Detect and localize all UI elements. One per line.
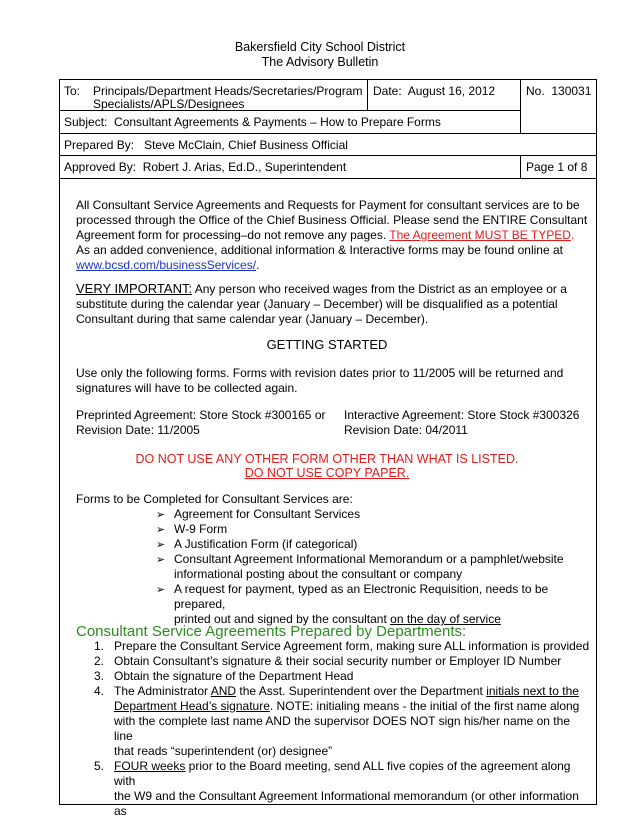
getting-started-heading: GETTING STARTED (266, 337, 388, 352)
list-item (94, 669, 590, 684)
getting-started-line: signatures will have to be collected again. (76, 381, 298, 395)
important-text: Any person who received wages from the District as an employee or a (192, 282, 567, 296)
step-text: the W9 and the Consultant Agreement Informational memorandum (or other information as (114, 789, 579, 818)
divider (59, 133, 596, 134)
step-emphasis: Department Head’s signature (114, 699, 270, 713)
important-line (76, 281, 567, 297)
step-text: with the complete last name AND the supervisor DOES NOT sign his/her name on the line (114, 714, 570, 743)
number-label: No. (526, 84, 545, 98)
date-value: August 16, 2012 (407, 84, 496, 98)
intro-line: processed through the Office of the Chief Business Official. Please send the ENTIRE Consultant (76, 213, 588, 227)
subject-label: Subject: (64, 115, 108, 129)
step-number: 1. (94, 639, 105, 653)
important-line: substitute during the calendar year (January – December) will be disqualified as a potential (76, 297, 558, 311)
approved-by-line (64, 160, 346, 174)
important-line: Consultant during that same calendar year (January – December). (76, 312, 429, 326)
bulletin-number (526, 84, 591, 98)
step-text: . NOTE: initialing means - the initial of the first name along (269, 699, 580, 713)
interactive-revision: Revision Date: 04/2011 (344, 423, 468, 437)
form-item: Agreement for Consultant Services (174, 507, 361, 521)
section-heading: Consultant Service Agreements Prepared by Departments: (76, 623, 467, 640)
link-period: . (256, 258, 260, 272)
district-name: Bakersfield City School District (234, 40, 406, 54)
forms-intro: Forms to be Completed for Consultant Services are: (76, 492, 353, 506)
step-emphasis: initials next to the (486, 684, 579, 698)
bulletin-title: The Advisory Bulletin (261, 55, 379, 69)
prepared-label: Prepared By: (64, 138, 135, 152)
list-item (156, 582, 586, 627)
list-item (94, 639, 590, 654)
approved-value: Robert J. Arias, Ed.D., Superintendent (142, 160, 347, 174)
to-label: To: (64, 84, 81, 98)
step-number: 2. (94, 654, 105, 668)
step-number: 5. (94, 759, 105, 773)
getting-started-paragraph (76, 366, 563, 396)
interactive-agreement: Interactive Agreement: Store Stock #300326 (344, 408, 580, 422)
important-paragraph (76, 281, 567, 327)
to-recipients-line2: Specialists/APLS/Designees (93, 97, 245, 111)
intro-line: As an added convenience, additional information & Interactive forms may be found online at (76, 243, 563, 257)
step-number: 3. (94, 669, 105, 683)
typed-requirement: The Agreement MUST BE TYPED (389, 228, 571, 242)
divider (520, 79, 521, 133)
form-item: Consultant Agreement Informational Memorandum or a pamphlet/website (174, 552, 564, 566)
divider (367, 79, 368, 110)
step-text: Obtain Consultant’s signature & their social security number or Employer ID Number (114, 654, 562, 668)
step-emphasis: FOUR weeks (114, 759, 186, 773)
subject-value: Consultant Agreements & Payments – How to Prepare Forms (114, 115, 441, 129)
form-item-cont: printed out and signed by the consultant (174, 612, 391, 626)
step-text: Obtain the signature of the Department Head (114, 669, 354, 683)
list-item (94, 759, 590, 819)
divider (520, 155, 521, 178)
list-item (94, 684, 590, 759)
warning-line2: DO NOT USE COPY PAPER. (244, 466, 410, 480)
step-text: that reads “superintendent (or) designee” (114, 744, 333, 758)
list-item (94, 654, 590, 669)
list-item (156, 522, 586, 537)
number-value: 130031 (551, 84, 592, 98)
business-services-link[interactable]: www.bcsd.com/businessServices/ (76, 258, 257, 272)
typed-period: . (570, 228, 575, 242)
step-emphasis: AND (210, 684, 237, 698)
prepared-value: Steve McClain, Chief Business Official (144, 138, 348, 152)
prepared-by-line (64, 138, 348, 152)
form-item: A Justification Form (if categorical) (174, 537, 358, 551)
subject-line (64, 115, 441, 129)
to-recipients-line1: Principals/Department Heads/Secretaries/Program (93, 84, 363, 98)
getting-started-line: Use only the following forms. Forms with revision dates prior to 11/2005 will be returned and (76, 366, 564, 380)
list-item (156, 552, 586, 582)
preprinted-agreement: Preprinted Agreement: Store Stock #300165 or (76, 408, 326, 422)
preprinted-revision: Revision Date: 11/2005 (76, 423, 200, 437)
approved-label: Approved By: (64, 160, 137, 174)
form-item-cont: informational posting about the consultant or company (174, 567, 463, 581)
forms-list (156, 507, 586, 627)
intro-line (76, 258, 587, 273)
step-text: Prepare the Consultant Service Agreement form, making sure ALL information is provided (114, 639, 590, 653)
date-label: Date: (373, 84, 402, 98)
step-text: The Administrator (114, 684, 211, 698)
form-item: A request for payment, typed as an Electronic Requisition, needs to be prepared, (174, 582, 549, 611)
warning-line1: DO NOT USE ANY OTHER FORM OTHER THAN WHAT IS LISTED. (135, 452, 519, 466)
intro-line (76, 228, 587, 243)
step-number: 4. (94, 684, 105, 698)
warning-line2-wrap (59, 466, 595, 480)
page-indicator: Page 1 of 8 (526, 160, 588, 174)
form-item: W-9 Form (174, 522, 228, 536)
divider (59, 155, 596, 156)
list-item (156, 537, 586, 552)
divider (59, 178, 596, 179)
steps-list (94, 639, 590, 819)
intro-text: Agreement form for processing–do not remove any pages. (76, 228, 390, 242)
important-label: VERY IMPORTANT: (76, 281, 193, 296)
intro-line: All Consultant Service Agreements and Requests for Payment for consultant services are to be (76, 198, 580, 212)
step-text: the Asst. Superintendent over the Department (236, 684, 487, 698)
date-field (373, 84, 495, 98)
list-item (156, 507, 586, 522)
step-text: prior to the Board meeting, send ALL five copies of the agreement along with (114, 759, 571, 788)
intro-paragraph (76, 198, 587, 273)
form-item-emphasis: on the day of service (390, 612, 501, 626)
